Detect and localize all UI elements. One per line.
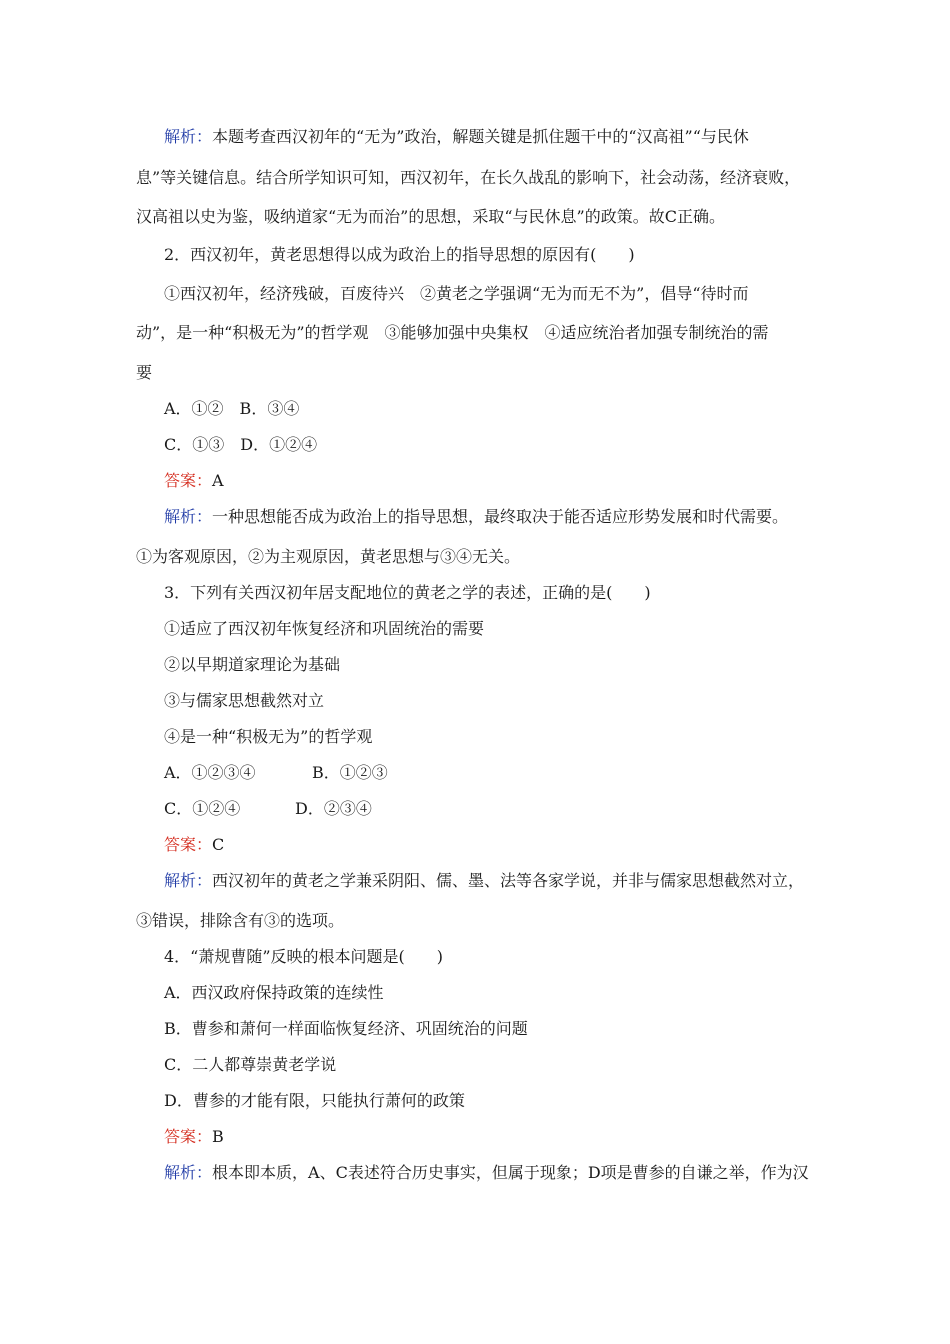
analysis-label: 解析：: [164, 1163, 213, 1182]
q4-answer: [164, 1126, 224, 1148]
analysis-text: 一种思想能否成为政治上的指导思想，最终取决于能否适应形势发展和时代需要。: [212, 507, 789, 526]
q2-analysis-line-1: [164, 506, 788, 528]
answer-value: B: [212, 1127, 224, 1146]
q2-items-line-2: 动”，是一种“积极无为”的哲学观 ③能够加强中央集权 ④适应统治者加强专制统治的需: [136, 323, 769, 342]
q2-stem: 2．西汉初年，黄老思想得以成为政治上的指导思想的原因有( ): [164, 245, 635, 264]
q2-items-line-1: ①西汉初年，经济残破，百废待兴 ②黄老之学强调“无为而无不为”，倡导“待时而: [164, 284, 749, 303]
answer-label: 答案：: [164, 1127, 213, 1146]
q4-option-a: A．西汉政府保持政策的连续性: [164, 983, 384, 1002]
q2-items-line-3: 要: [136, 363, 153, 382]
q2-answer: [164, 470, 224, 492]
q4-option-d: D．曹参的才能有限，只能执行萧何的政策: [164, 1091, 465, 1110]
q1-analysis-line-1: [164, 126, 749, 148]
q3-option-c: C．①②④: [164, 799, 241, 818]
q3-option-b: B．①②③: [312, 763, 388, 782]
q3-item-4: ④是一种“积极无为”的哲学观: [164, 727, 373, 746]
q3-stem: 3．下列有关西汉初年居支配地位的黄老之学的表述，正确的是( ): [164, 583, 651, 602]
analysis-text: 根本即本质，A、C表述符合历史事实，但属于现象；D项是曹参的自谦之举，作为汉: [212, 1163, 809, 1182]
analysis-label: 解析：: [164, 871, 213, 890]
q3-analysis-line-1: [164, 870, 804, 892]
q4-option-b: B．曹参和萧何一样面临恢复经济、巩固统治的问题: [164, 1019, 528, 1038]
analysis-label: 解析：: [164, 507, 213, 526]
q3-option-d: D．②③④: [295, 799, 372, 818]
q2-analysis-line-2: ①为客观原因，②为主观原因，黄老思想与③④无关。: [136, 547, 521, 566]
q4-stem: 4．“萧规曹随”反映的根本问题是( ): [164, 947, 444, 966]
q3-item-1: ①适应了西汉初年恢复经济和巩固统治的需要: [164, 619, 485, 638]
answer-label: 答案：: [164, 835, 213, 854]
q4-option-c: C．二人都尊崇黄老学说: [164, 1055, 337, 1074]
q1-analysis-line-2: 息”等关键信息。结合所学知识可知，西汉初年，在长久战乱的影响下，社会动荡，经济衰败，: [136, 168, 801, 187]
answer-value: A: [212, 471, 224, 490]
q2-options-cd: C．①③ D．①②④: [164, 435, 318, 454]
analysis-text: 本题考查西汉初年的“无为”政治，解题关键是抓住题干中的“汉高祖”“与民休: [212, 127, 749, 146]
analysis-label: 解析：: [164, 127, 213, 146]
q3-item-2: ②以早期道家理论为基础: [164, 655, 341, 674]
answer-value: C: [212, 835, 225, 854]
answer-label: 答案：: [164, 471, 213, 490]
q3-item-3: ③与儒家思想截然对立: [164, 691, 325, 710]
q1-analysis-line-3: 汉高祖以史为鉴，吸纳道家“无为而治”的思想，采取“与民休息”的政策。故C正确。: [136, 207, 725, 226]
analysis-text: 西汉初年的黄老之学兼采阴阳、儒、墨、法等各家学说，并非与儒家思想截然对立，: [212, 871, 805, 890]
q2-options-ab: A．①② B．③④: [164, 399, 300, 418]
q3-analysis-line-2: ③错误，排除含有③的选项。: [136, 911, 345, 930]
q3-answer: [164, 834, 224, 856]
q3-option-a: A．①②③④: [164, 763, 256, 782]
q4-analysis-line-1: [164, 1162, 809, 1184]
